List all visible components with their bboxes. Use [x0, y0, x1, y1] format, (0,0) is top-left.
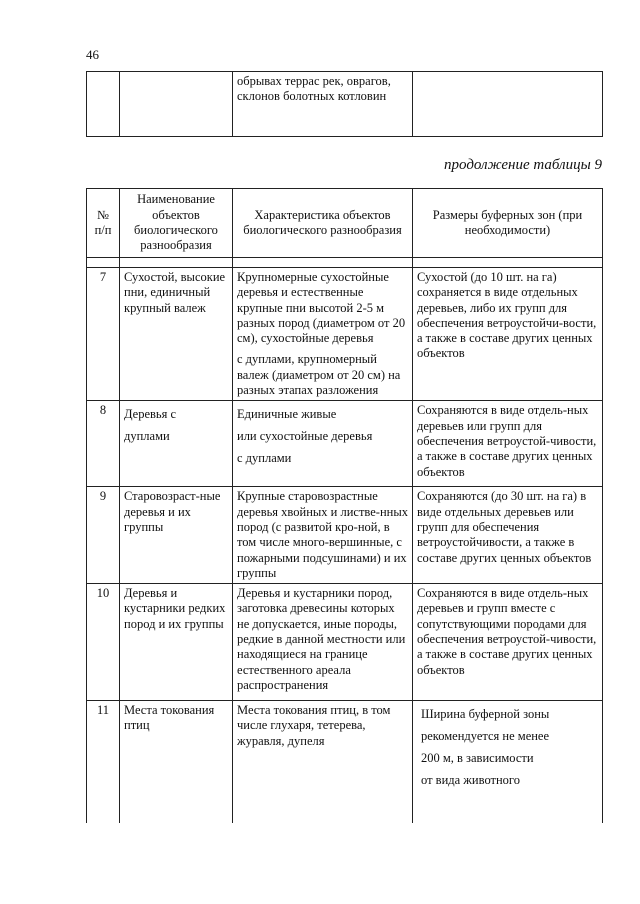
table-row [87, 72, 603, 137]
header-buffer: Размеры буферных зон (при необходимости) [413, 189, 603, 258]
cell-buffer [413, 72, 603, 137]
buffer-part-4: от вида животного [421, 773, 520, 788]
table-header-row [87, 189, 603, 258]
characteristic-part-2: с дуплами, крупномерный валеж (диаметром от 20 см) на разных этапах разложения [237, 352, 401, 398]
row-name: Сухостой, высокие пни, единичный крупный валеж [120, 268, 233, 401]
table-fragment-top [86, 71, 603, 137]
characteristic-part-1: Единичные живые [237, 407, 337, 422]
characteristic-part-1: Крупномерные сухостойные деревья и естественные крупные пни высотой 2-5 м разных пород (диаметром от 20 см), сухостойные деревья [237, 270, 406, 346]
row-name [120, 401, 233, 487]
header-characteristic: Характеристика объектов биологического разнообразия [233, 189, 413, 258]
table-row [87, 268, 603, 401]
row-name: Места токования птиц [120, 701, 233, 824]
continuation-label: продолжение таблицы 9 [444, 157, 602, 173]
table-row [87, 701, 603, 824]
header-num: № п/п [87, 189, 120, 258]
row-characteristic: Крупные старовозрастные деревья хвойных и листве-нных пород (с развитой кро-ной, в том числе много-вершинные, с пожарными подсушинами) и их группы [233, 487, 413, 584]
row-characteristic: Деревья и кустарники пород, заготовка древесины которых не допускается, иные породы, редкие в данной местности или находящиеся на границе естественного ареала распространения [233, 584, 413, 701]
table-row [87, 584, 603, 701]
header-name: Наименование объектов биологического разнообразия [120, 189, 233, 258]
cell-characteristic: обрывах террас рек, оврагов, склонов болотных котловин [233, 72, 413, 137]
name-part-1: Деревья с [124, 407, 177, 422]
buffer-part-1: Ширина буферной зоны [421, 707, 550, 722]
row-name: Деревья и кустарники редких пород и их группы [120, 584, 233, 701]
row-characteristic [233, 268, 413, 401]
characteristic-part-3: с дуплами [237, 451, 292, 466]
page-number: 46 [86, 47, 99, 62]
table-row [87, 487, 603, 584]
row-characteristic: Места токования птиц, в том числе глухаря, тетерева, журавля, дупеля [233, 701, 413, 824]
row-buffer: Сухостой (до 10 шт. на га) сохраняется в виде отдельных деревьев, либо их групп для обеспечения ветроустойчи-вости, а также в составе других ценных объектов [413, 268, 603, 401]
row-buffer: Сохраняются (до 30 шт. на га) в виде отдельных деревьев или групп для обеспечения ветроустойчивости, а также в составе других ценных объектов [413, 487, 603, 584]
buffer-part-2: рекомендуется не менее [421, 729, 550, 744]
cell-num [87, 72, 120, 137]
buffer-part-3: 200 м, в зависимости [421, 751, 534, 766]
characteristic-part-2: или сухостойные деревья [237, 429, 373, 444]
row-num: 7 [87, 268, 120, 401]
row-buffer: Сохраняются в виде отдель-ных деревьев и групп вместе с сопутствующими породами для обеспечения ветроустой-чивости, а также в составе других ценных объектов [413, 584, 603, 701]
row-buffer [413, 701, 603, 824]
cell-name [120, 72, 233, 137]
row-characteristic [233, 401, 413, 487]
row-num: 10 [87, 584, 120, 701]
row-num: 9 [87, 487, 120, 584]
row-name: Старовозраст-ные деревья и их группы [120, 487, 233, 584]
row-buffer: Сохраняются в виде отдель-ных деревьев или групп для обеспечения ветроустой-чивости, а также в составе других ценных объектов [413, 401, 603, 487]
biodiversity-table [86, 188, 603, 823]
table-row [87, 401, 603, 487]
name-part-2: дуплами [124, 429, 170, 444]
table-spacer-row [87, 258, 603, 268]
row-num: 8 [87, 401, 120, 487]
row-num: 11 [87, 701, 120, 824]
